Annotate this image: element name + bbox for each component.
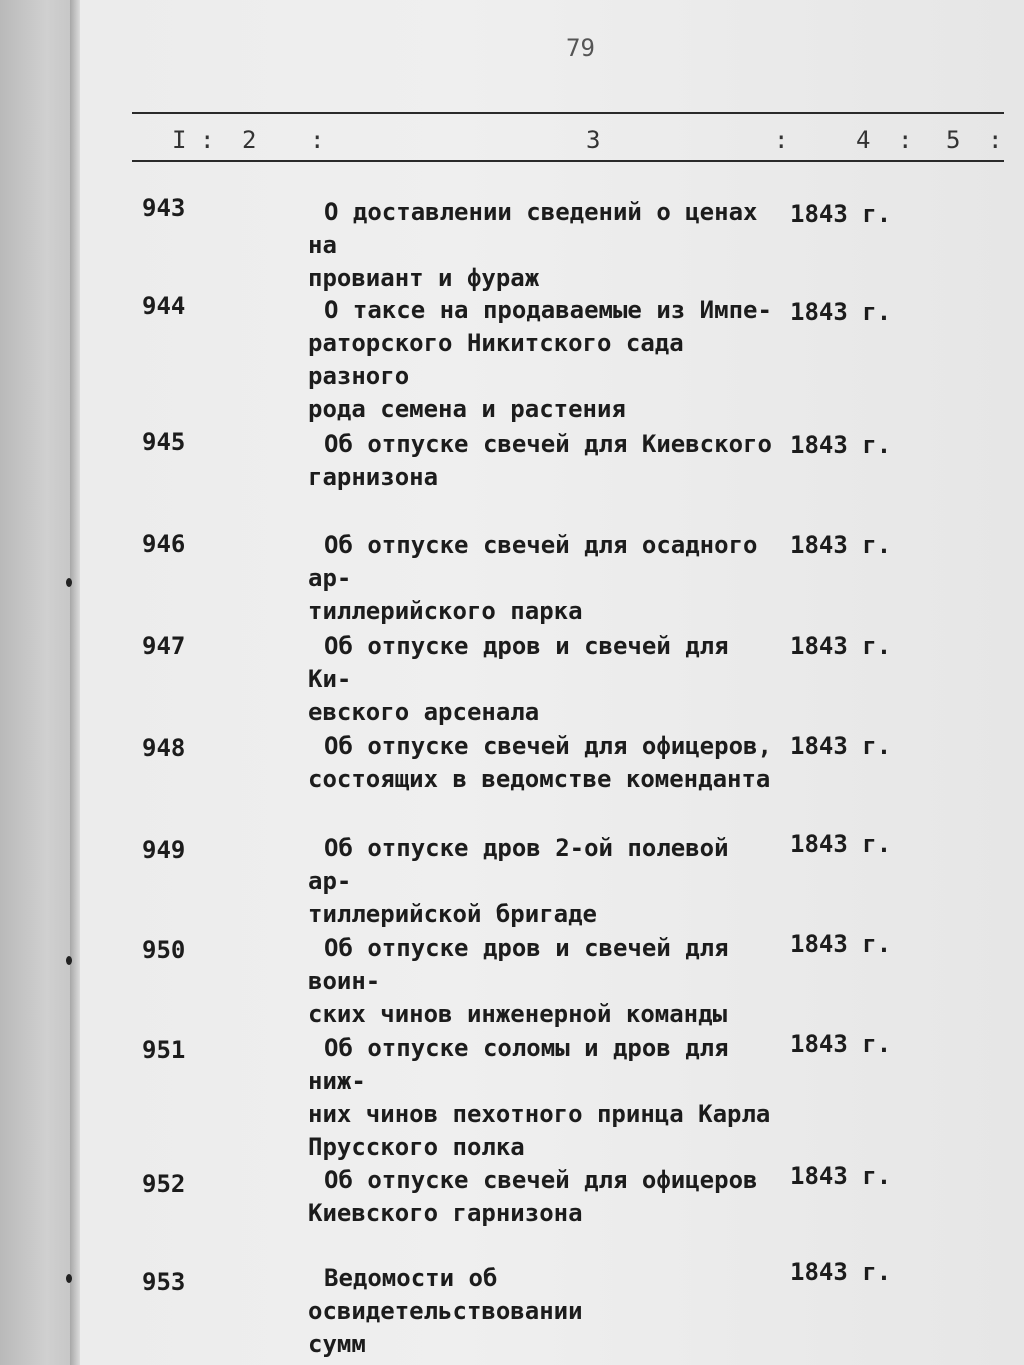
- previous-page-edge: [0, 0, 78, 1365]
- entry-year: 1843 г.: [790, 531, 892, 559]
- entry-year: 1843 г.: [790, 298, 892, 326]
- entry-title: Об отпуске свечей для Киевского гарнизона: [308, 430, 772, 491]
- entry-title: Об отпуске свечей для осадного ар- тиллерийского парка: [308, 531, 758, 625]
- entry-title: Об отпуске дров 2-ой полевой ар- тиллерийской бригаде: [308, 834, 729, 928]
- column-separator: :: [200, 126, 215, 154]
- entry-number: 947: [142, 632, 186, 660]
- column-number-4: 4: [856, 126, 871, 154]
- page-number: 79: [566, 34, 595, 62]
- column-number-3: 3: [586, 126, 601, 154]
- entry-year: 1843 г.: [790, 1030, 892, 1058]
- entry-year: 1843 г.: [790, 1258, 892, 1286]
- binding-mark: [66, 1274, 72, 1283]
- entry-year: 1843 г.: [790, 431, 892, 459]
- entry-title: Об отпуске соломы и дров для ниж- них чинов пехотного принца Карла Прусского полка: [308, 1034, 771, 1161]
- entry-number: 953: [142, 1268, 186, 1296]
- entry-number: 951: [142, 1036, 186, 1064]
- column-separator: :: [898, 126, 913, 154]
- entry-number: 950: [142, 936, 186, 964]
- entry-number: 952: [142, 1170, 186, 1198]
- column-number-5: 5: [946, 126, 961, 154]
- entry-title: Ведомости об освидетельствовании сумм: [308, 1264, 583, 1358]
- binding-shadow: [70, 0, 80, 1365]
- column-number-1: I: [172, 126, 187, 154]
- column-number-2: 2: [242, 126, 257, 154]
- entry-number: 944: [142, 292, 186, 320]
- entry-year: 1843 г.: [790, 632, 892, 660]
- entry-title: Об отпуске свечей для офицеров, состоящих в ведомстве коменданта: [308, 732, 772, 793]
- entry-number: 943: [142, 194, 186, 222]
- entry-title: Об отпуске свечей для офицеров Киевского гарнизона: [308, 1166, 758, 1227]
- entry-year: 1843 г.: [790, 200, 892, 228]
- entry-year: 1843 г.: [790, 1162, 892, 1190]
- binding-mark: [66, 956, 72, 965]
- entry-year: 1843 г.: [790, 930, 892, 958]
- binding-mark: [66, 578, 72, 587]
- column-separator: :: [310, 126, 325, 154]
- entry-title: О таксе на продаваемые из Импе- раторского Никитского сада разного рода семена и растения: [308, 296, 772, 423]
- entry-title: Об отпуске дров и свечей для Ки- евского арсенала: [308, 632, 729, 726]
- entry-number: 949: [142, 836, 186, 864]
- entry-year: 1843 г.: [790, 732, 892, 760]
- entry-title: О доставлении сведений о ценах на провиант и фураж: [308, 198, 758, 292]
- entry-title: Об отпуске дров и свечей для воин- ских чинов инженерной команды: [308, 934, 729, 1028]
- entry-year: 1843 г.: [790, 830, 892, 858]
- column-separator: :: [774, 126, 789, 154]
- entry-number: 948: [142, 734, 186, 762]
- entry-number: 946: [142, 530, 186, 558]
- header-rule-bottom: [132, 160, 1004, 162]
- header-rule-top: [132, 112, 1004, 114]
- column-separator: :: [988, 126, 1003, 154]
- entry-number: 945: [142, 428, 186, 456]
